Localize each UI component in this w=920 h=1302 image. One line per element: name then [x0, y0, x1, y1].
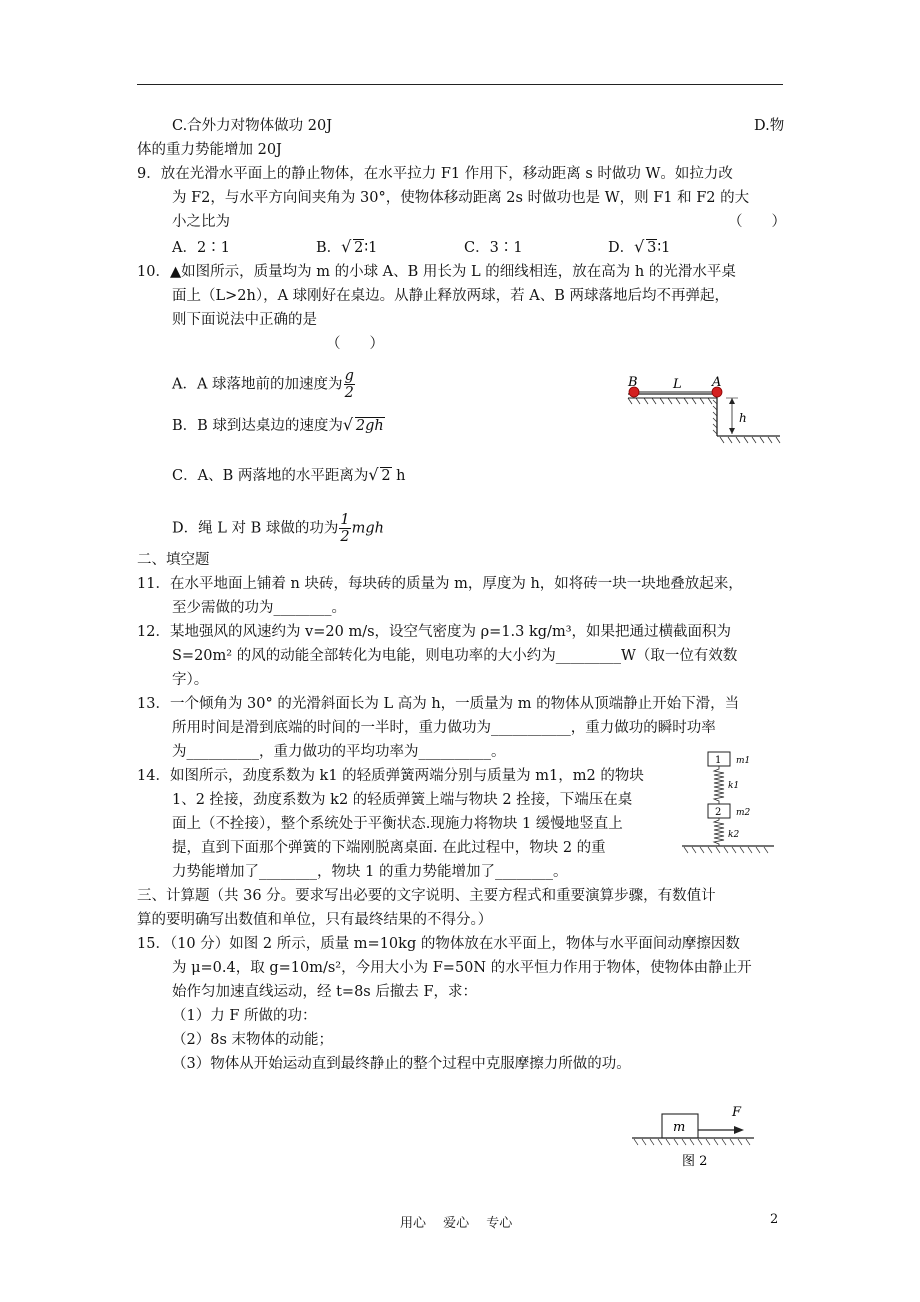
q9-option-a: A．2∶1 — [172, 240, 230, 256]
label-h: h — [739, 411, 747, 425]
q14-line-3: 面上（不拴接），整个系统处于平衡状态.现施力将物块 1 缓慢地竖直上 — [172, 816, 623, 832]
q10-answer-paren: （ ） — [326, 336, 384, 352]
footer-motto: 用心 爱心 专心 — [400, 1216, 513, 1231]
label-b: B — [628, 375, 638, 390]
q15-line-3: 始作匀加速直线运动，经 t=8s 后撤去 F，求： — [172, 984, 478, 1000]
figure-2-caption: 图 2 — [682, 1154, 708, 1169]
q9-line-3: 小之比为 — [172, 214, 230, 230]
q9-line-1: 9．放在光滑水平面上的静止物体，在水平拉力 F1 作用下，移动距离 s 时做功 W。如拉力改 — [137, 166, 733, 182]
section-2-heading: 二、填空题 — [137, 552, 210, 568]
q10-option-d: D．绳 L 对 B 球做的功为 $\frac{1}{2}$ mgh — [172, 512, 384, 545]
q12-line-3: 字）。 — [172, 672, 209, 688]
label-a: A — [712, 375, 722, 390]
section-3-line-2: 算的要明确写出数值和单位，只有最终结果的不得分。） — [137, 912, 493, 928]
label-f: F — [732, 1105, 742, 1120]
q10-line-2: 面上（L>2h），A 球刚好在桌边。从静止释放两球，若 A、B 两球落地后均不再弹起， — [172, 288, 730, 304]
q10-line-3: 则下面说法中正确的是 — [172, 312, 317, 328]
q8-option-d-end: 体的重力势能增加 20J — [137, 142, 282, 158]
q8-option-c: C.合外力对物体做功 20J — [172, 118, 333, 134]
q14-line-4: 提，直到下面那个弹簧的下端刚脱离桌面. 在此过程中，物块 2 的重 — [172, 840, 606, 856]
block-1-label: 1 — [715, 755, 722, 766]
q9-line-2: 为 F2，与水平方向间夹角为 30°，使物体移动距离 2s 时做功也是 W，则 F1 和 F2 的大 — [172, 190, 750, 206]
section-3-line-1: 三、计算题（共 36 分。要求写出必要的文字说明、主要方程式和重要演算步骤，有数值计 — [137, 888, 716, 904]
page-number: 2 — [770, 1212, 779, 1227]
label-m: m — [673, 1120, 686, 1135]
q9-option-b: B．√ 2∶1 — [316, 238, 377, 258]
q9-answer-paren: （ ） — [728, 214, 786, 230]
q15-sub-2: （2）8s 末物体的动能； — [172, 1032, 334, 1048]
q12-line-2: S=20m² 的风的动能全部转化为电能，则电功率的大小约为_________W（取一位有效数 — [172, 648, 738, 664]
label-m1: m1 — [736, 756, 751, 766]
q14-line-5: 力势能增加了________，物块 1 的重力势能增加了________。 — [172, 864, 568, 880]
q15-figure-block-force — [628, 1100, 758, 1174]
q14-line-2: 1、2 拴接，劲度系数为 k2 的轻质弹簧上端与物块 2 拴接，下端压在桌 — [172, 792, 633, 808]
q9-option-c: C．3∶1 — [464, 240, 523, 256]
q10-option-c: C．A、B 两落地的水平距离为√ 2 h — [172, 466, 406, 486]
header-rule — [137, 84, 783, 85]
q11-line-1: 11．在水平地面上铺着 n 块砖，每块砖的质量为 m，厚度为 h，如将砖一块一块地叠放起来， — [137, 576, 743, 592]
block-2-label: 2 — [715, 807, 722, 818]
q8-option-d-start: D.物 — [754, 118, 785, 134]
q11-line-2: 至少需做的功为________。 — [172, 600, 346, 616]
q10-figure-table-balls — [620, 374, 785, 449]
q9-option-d: D．√ 3∶1 — [608, 238, 670, 258]
q14-line-1: 14．如图所示，劲度系数为 k1 的轻质弹簧两端分别与质量为 m1，m2 的物块 — [137, 768, 644, 784]
label-k2: k2 — [728, 830, 740, 840]
q13-line-1: 13．一个倾角为 30° 的光滑斜面长为 L 高为 h，一质量为 m 的物体从顶端静止开始下滑，当 — [137, 696, 740, 712]
q12-line-1: 12．某地强风的风速约为 v=20 m/s，设空气密度为 ρ=1.3 kg/m³，如果把通过横截面积为 — [137, 624, 732, 640]
label-m2: m2 — [736, 808, 751, 818]
q15-line-1: 15．（10 分）如图 2 所示，质量 m=10kg 的物体放在水平面上，物体与水平面间动摩擦因数 — [137, 936, 740, 952]
label-k1: k1 — [728, 781, 740, 791]
q13-line-2: 所用时间是滑到底端的时间的一半时，重力做功为___________，重力做功的瞬时功率 — [172, 720, 716, 736]
q15-line-2: 为 μ=0.4，取 g=10m/s²，今用大小为 F=50N 的水平恒力作用于物体，使物体由静止开 — [172, 960, 752, 976]
label-l: L — [673, 377, 682, 392]
q14-figure-springs — [678, 748, 778, 856]
q10-option-b: B．B 球到达桌边的速度为√ 2gh — [172, 416, 385, 436]
q10-line-1: 10．▲如图所示，质量均为 m 的小球 A、B 用长为 L 的细线相连，放在高为 h 的光滑水平桌 — [137, 264, 736, 280]
q10-option-a: A．A 球落地前的加速度为 $\frac{g}{2}$ — [172, 368, 354, 401]
q15-sub-1: （1）力 F 所做的功： — [172, 1008, 317, 1024]
q15-sub-3: （3）物体从开始运动直到最终静止的整个过程中克服摩擦力所做的功。 — [172, 1056, 631, 1072]
q13-line-3: 为__________，重力做功的平均功率为__________。 — [172, 744, 506, 760]
